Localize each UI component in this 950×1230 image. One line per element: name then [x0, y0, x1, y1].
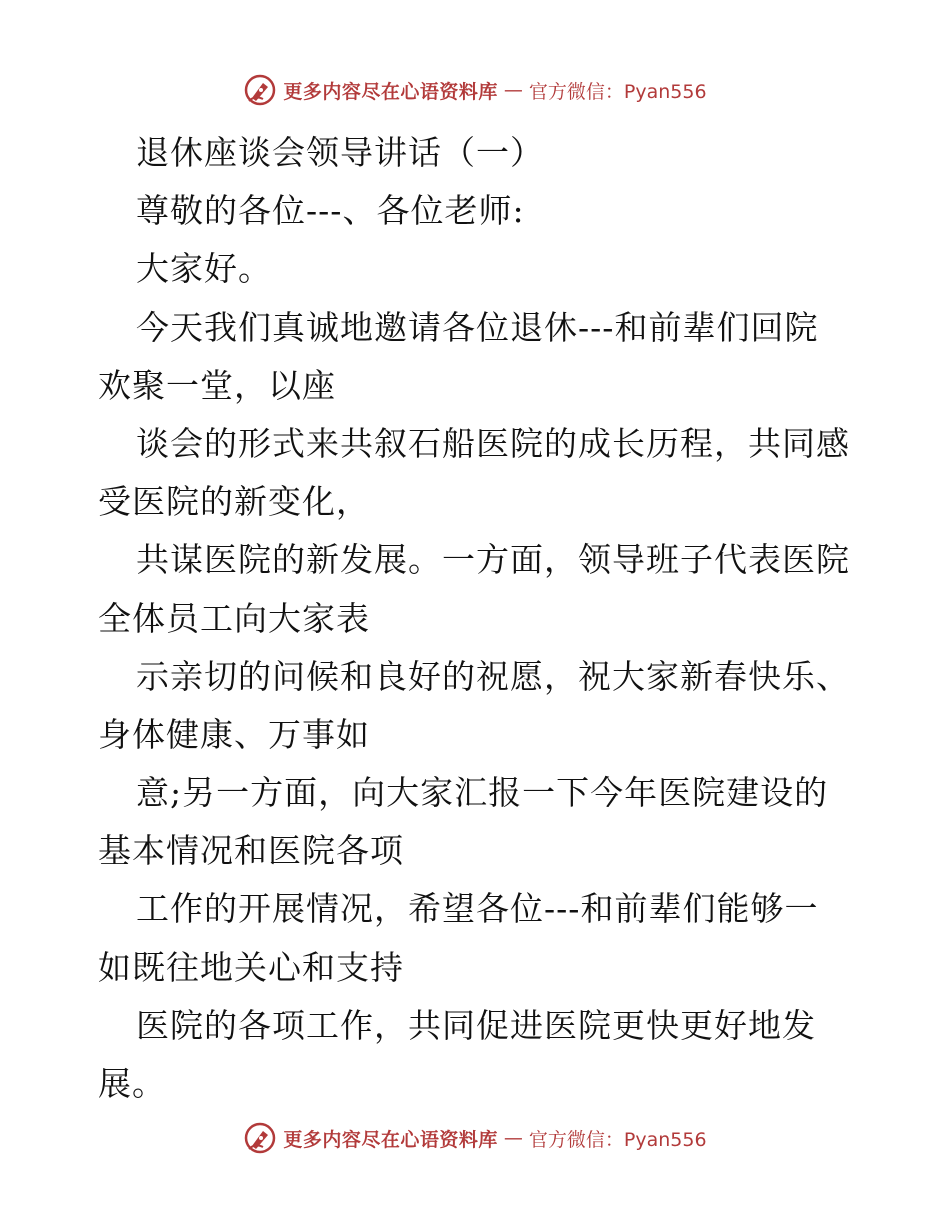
paragraph-line: 意;另一方面，向大家汇报一下今年医院建设的 — [136, 773, 829, 813]
document-body — [98, 124, 858, 1113]
paragraph-line: 工作的开展情况，希望各位---和前辈们能够一 — [136, 889, 819, 929]
paragraph-line: 今天我们真诚地邀请各位退休---和前辈们回院 — [136, 307, 819, 347]
pen-nib-logo-icon — [243, 73, 277, 107]
paragraph-line: 展。 — [98, 1064, 166, 1103]
paragraph-line: 全体员工向大家表 — [98, 598, 370, 638]
banner-contact: 官方微信：Pyan556 — [528, 80, 707, 103]
greeting: 大家好。 — [136, 249, 272, 289]
banner-contact: 官方微信：Pyan556 — [528, 1128, 707, 1151]
banner-separator: — — [503, 1127, 523, 1149]
paragraph-line: 欢聚一堂，以座 — [98, 365, 336, 405]
paragraph-line: 如既往地关心和支持 — [98, 947, 404, 987]
header-banner — [0, 70, 950, 110]
banner-text: 更多内容尽在心语资料库 — [283, 80, 498, 103]
banner-separator: — — [503, 79, 523, 101]
footer-banner — [0, 1118, 950, 1158]
paragraph-line: 受医院的新变化， — [98, 482, 370, 522]
paragraph-line: 示亲切的问候和良好的祝愿，祝大家新春快乐、 — [136, 656, 850, 696]
banner-text: 更多内容尽在心语资料库 — [283, 1128, 498, 1151]
paragraph-line: 共谋医院的新发展。一方面，领导班子代表医院 — [136, 540, 850, 580]
paragraph-line: 基本情况和医院各项 — [98, 831, 404, 871]
salutation: 尊敬的各位---、各位老师: — [136, 191, 525, 231]
paragraph-line: 医院的各项工作，共同促进医院更快更好地发 — [136, 1005, 816, 1045]
paragraph-line: 谈会的形式来共叙石船医院的成长历程，共同感 — [136, 423, 850, 463]
paragraph-line: 身体健康、万事如 — [98, 714, 370, 754]
document-title: 退休座谈会领导讲话（一） — [136, 133, 544, 172]
pen-nib-logo-icon — [243, 1121, 277, 1155]
